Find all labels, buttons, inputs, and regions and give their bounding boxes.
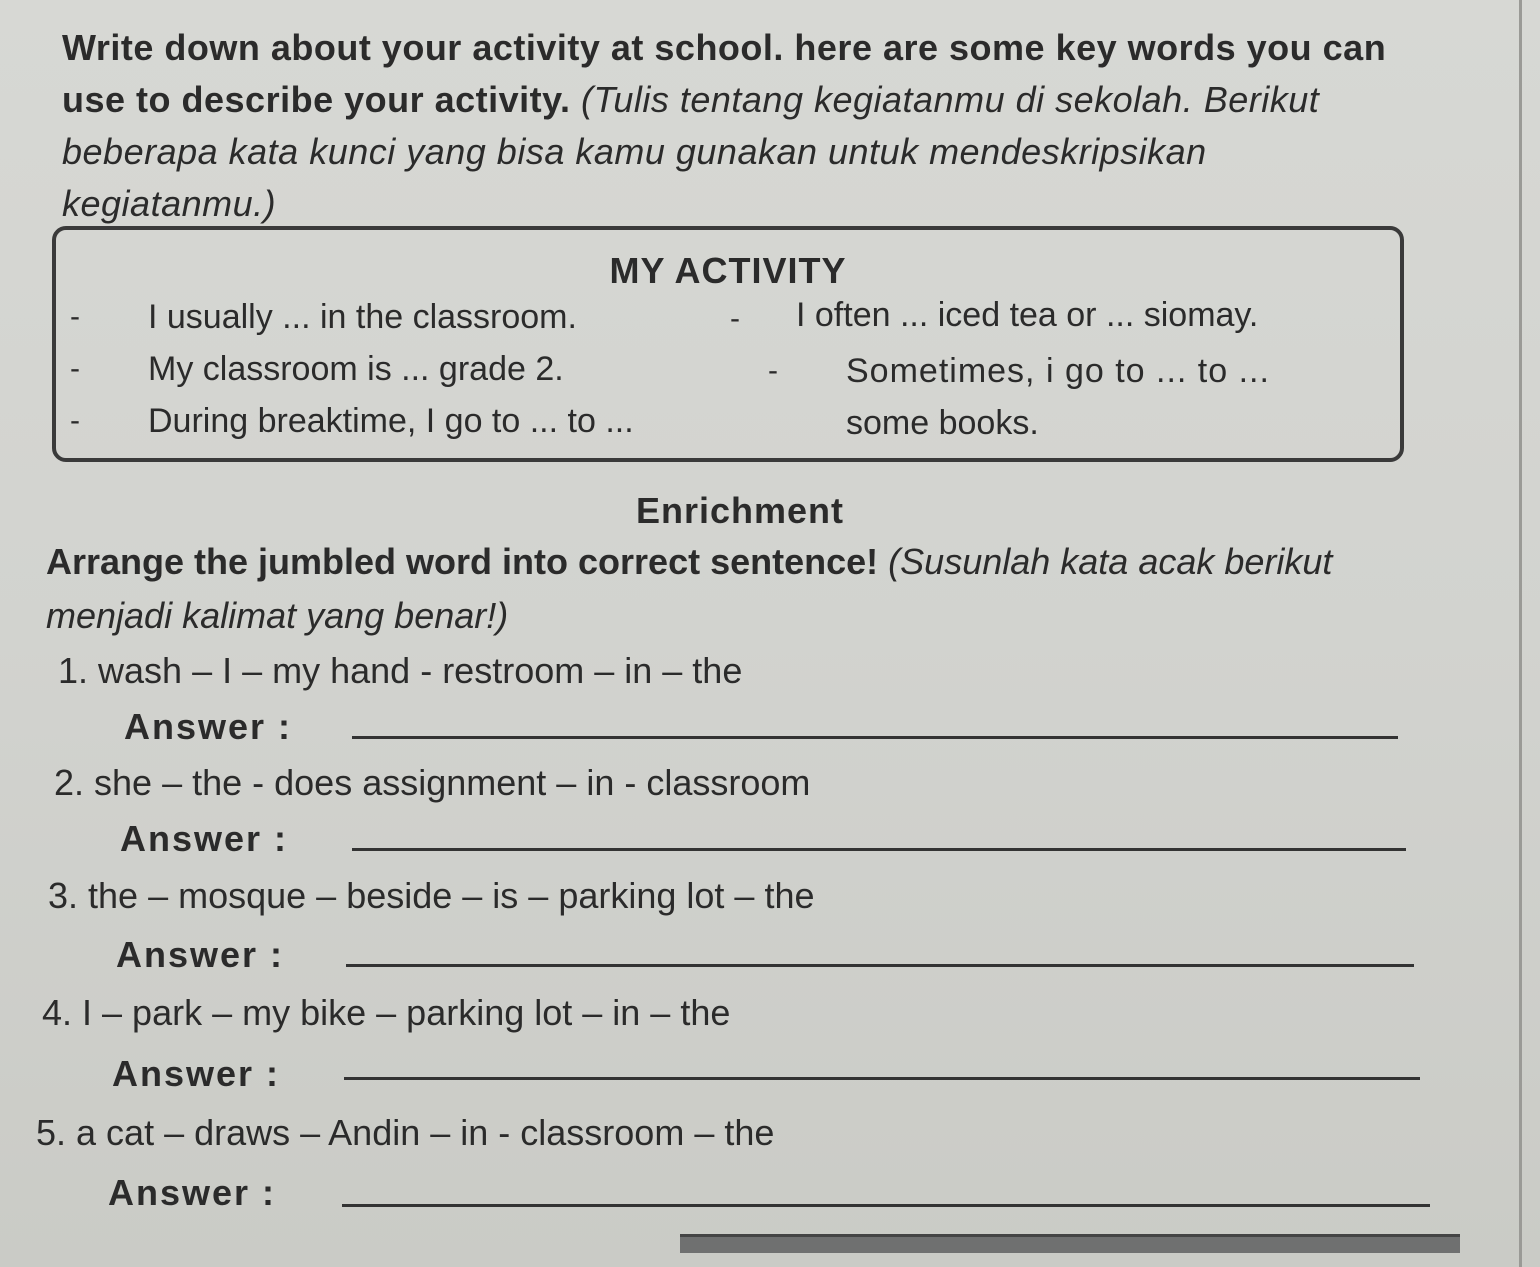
intro-english: Write down about your activity at school. here are some key words you can use to describe your activity. <box>62 27 1387 120</box>
answer-label-3: Answer : <box>116 934 285 975</box>
activity-right-item-2: Sometimes, i go to ... to ... <box>846 352 1270 390</box>
bullet-dash: - <box>70 404 80 437</box>
activity-left-item-1: I usually ... in the classroom. <box>148 298 577 336</box>
answer-blank-4[interactable] <box>344 1077 1420 1080</box>
activity-right-item-1: I often ... iced tea or ... siomay. <box>796 296 1259 334</box>
bullet-dash: - <box>768 354 778 387</box>
answer-blank-3[interactable] <box>346 964 1414 967</box>
bullet-dash: - <box>730 302 740 335</box>
bullet-dash: - <box>70 300 80 333</box>
answer-label-5: Answer : <box>108 1172 277 1213</box>
intro-indonesian: (Tulis tentang kegiatanmu di sekolah. Berikut beberapa kata kunci yang bisa kamu gunakan untuk mendeskripsikan kegiatanmu.) <box>62 79 1320 224</box>
answer-label-2: Answer : <box>120 818 289 859</box>
answer-label-1: Answer : <box>124 706 293 747</box>
answer-blank-2[interactable] <box>352 848 1406 851</box>
question-5: 5. a cat – draws – Andin – in - classroom – the <box>36 1112 775 1153</box>
intro-paragraph <box>62 22 1402 230</box>
enrichment-heading: Enrichment <box>635 490 845 531</box>
answer-blank-5[interactable] <box>342 1204 1430 1207</box>
enrichment-instruction <box>46 535 1446 643</box>
activity-left-item-2: My classroom is ... grade 2. <box>148 350 564 388</box>
question-1: 1. wash – I – my hand - restroom – in – the <box>58 650 743 691</box>
answer-label-4: Answer : <box>112 1053 281 1094</box>
question-3: 3. the – mosque – beside – is – parking lot – the <box>48 875 815 916</box>
bullet-dash: - <box>70 352 80 385</box>
activity-left-item-3: During breaktime, I go to ... to ... <box>148 402 634 440</box>
page-right-edge <box>1519 0 1522 1267</box>
instruction-english: Arrange the jumbled word into correct sentence! <box>46 541 879 582</box>
activity-box-title: MY ACTIVITY <box>609 250 847 291</box>
my-activity-box <box>52 226 1404 462</box>
page-bottom-edge <box>680 1234 1460 1253</box>
instruction-indonesian: (Susunlah kata acak berikut menjadi kalimat yang benar!) <box>46 541 1333 636</box>
question-2: 2. she – the - does assignment – in - classroom <box>54 762 811 803</box>
question-4: 4. I – park – my bike – parking lot – in – the <box>42 992 731 1033</box>
activity-right-item-3: some books. <box>846 404 1039 442</box>
answer-blank-1[interactable] <box>352 736 1398 739</box>
